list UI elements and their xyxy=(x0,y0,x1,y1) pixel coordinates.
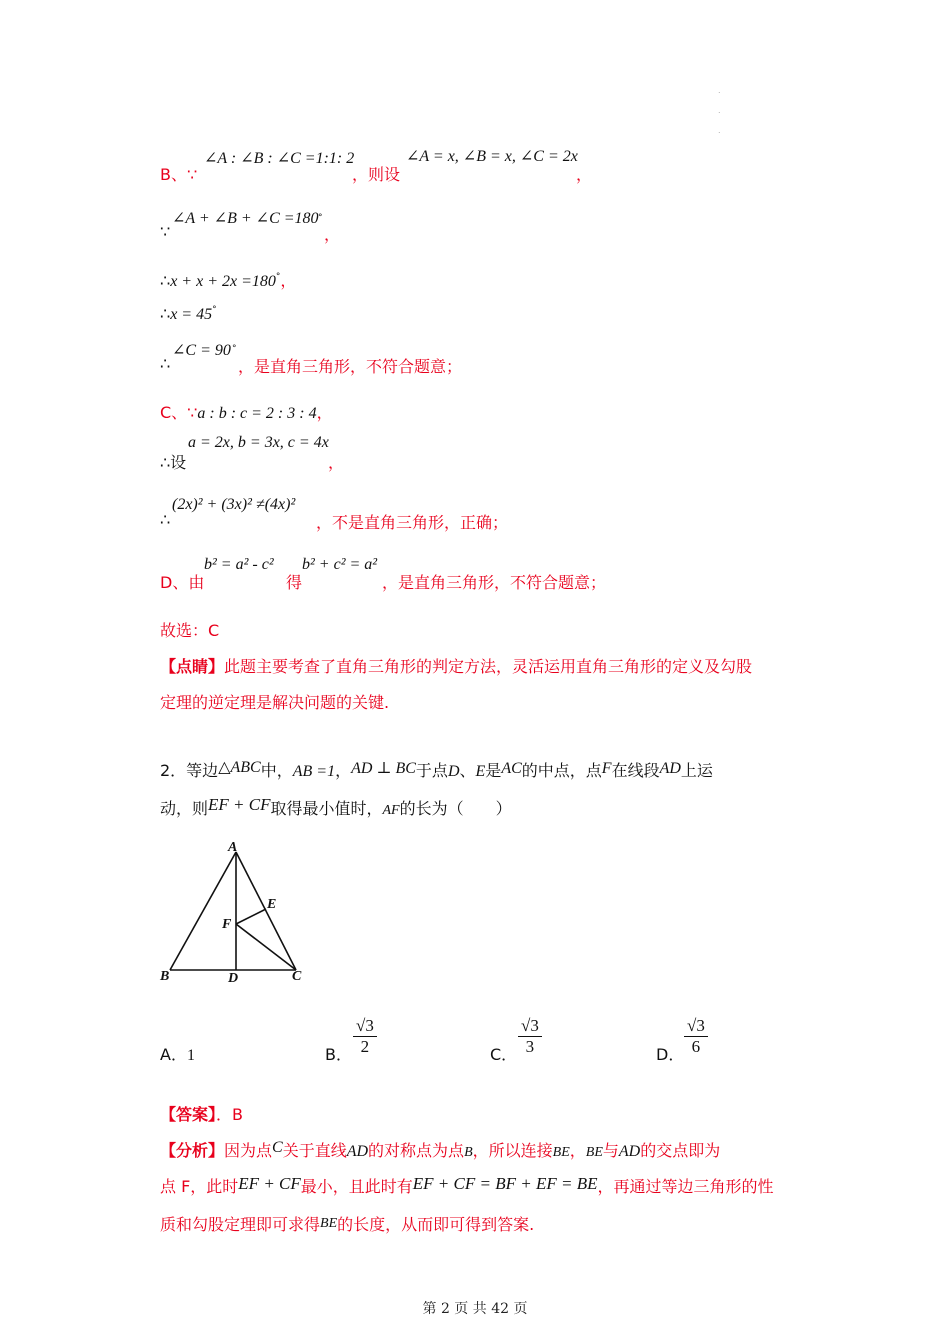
d-equation-1: b² = a² - c² xyxy=(204,556,274,573)
get-text: 得 xyxy=(286,573,303,592)
side-ab xyxy=(170,852,236,970)
fraction-numerator: √3 xyxy=(684,1016,708,1037)
comment-line-2: 定理的逆定理是解决问题的关键. xyxy=(160,693,390,712)
q-text: 的长为（ ） xyxy=(399,799,512,818)
degree-mark: ° xyxy=(318,213,323,223)
option-fraction xyxy=(684,1016,708,1057)
comma: ， xyxy=(328,453,345,472)
analysis-text: 与 xyxy=(602,1141,619,1160)
pythagorean-inequality: (2x)² + (3x)² ≠(4x)² xyxy=(172,496,296,513)
option-fraction xyxy=(518,1016,542,1057)
label-b: B xyxy=(160,969,170,984)
segment-be: BE xyxy=(320,1216,338,1231)
analysis-text: ，所以连接 xyxy=(472,1141,553,1160)
fraction-denominator: 3 xyxy=(525,1037,535,1056)
analysis-line-1 xyxy=(160,1138,720,1161)
question-number: 2．等边 xyxy=(160,761,219,780)
analysis-text: 因为点 xyxy=(224,1141,273,1160)
analysis-text: 质和勾股定理即可求得 xyxy=(160,1215,321,1234)
ad-perp-bc: AD ⊥ BC xyxy=(351,760,416,777)
fraction-denominator: 2 xyxy=(360,1037,370,1056)
degree-mark: ° xyxy=(275,272,281,282)
label-e: E xyxy=(267,897,277,912)
option-a[interactable] xyxy=(160,1042,195,1065)
segment-ad: AD xyxy=(346,1143,369,1160)
point-e: E xyxy=(475,763,486,780)
comma: ， xyxy=(576,165,593,184)
q-text: 在线段 xyxy=(611,761,660,780)
label-c: C xyxy=(292,969,302,984)
fraction-numerator: √3 xyxy=(353,1016,377,1037)
correct-note: ，不是直角三角形，正确； xyxy=(316,513,509,532)
q-text: 中， xyxy=(260,761,293,780)
q-text: 的中点，点 xyxy=(521,761,602,780)
comma: ， xyxy=(324,225,341,244)
solution-line-eq1 xyxy=(160,268,296,291)
segment-ad: AD xyxy=(659,760,681,777)
point-c: C xyxy=(272,1139,283,1156)
corner-mark: . xyxy=(718,106,721,115)
therefore-symbol: ∴ xyxy=(160,354,171,373)
side-assignment: a = 2x, b = 3x, c = 4x xyxy=(188,434,329,451)
ef-plus-cf: EF + CF xyxy=(238,1174,301,1193)
therefore-let: ∴设 xyxy=(160,453,187,472)
analysis-text: ， xyxy=(569,1141,586,1160)
analysis-tag: 【分析】 xyxy=(160,1141,225,1160)
analysis-text: ，再通过等边三角形的性 xyxy=(597,1177,774,1196)
segment-be: BE xyxy=(552,1145,570,1160)
label-f: F xyxy=(222,917,232,932)
q-text: 上运 xyxy=(680,761,713,780)
angle-sum-equation: ∠A + ∠B + ∠C =180 xyxy=(172,210,319,227)
option-letter: D． xyxy=(656,1045,685,1064)
q-text: ， xyxy=(335,761,352,780)
because-symbol: ∵ xyxy=(160,222,171,241)
q-text: 是 xyxy=(485,761,502,780)
solution-line-eq3 xyxy=(160,338,463,376)
option-fraction xyxy=(353,1016,377,1057)
solution-line-eq2 xyxy=(160,304,217,324)
comment-tag: 【点睛】 xyxy=(160,657,225,676)
equation-x-value: x = 45 xyxy=(170,306,213,323)
analysis-line-3 xyxy=(160,1212,534,1235)
analysis-text: 的长度，从而即可得到答案. xyxy=(337,1215,535,1234)
degree-mark: ° xyxy=(232,344,237,354)
segment-ad: AD xyxy=(618,1143,641,1160)
comment-line-1 xyxy=(160,654,752,677)
d-equation-2: b² + c² = a² xyxy=(302,556,378,573)
corner-mark: . xyxy=(718,126,721,135)
comma: ， xyxy=(280,271,297,290)
option-letter: A． xyxy=(160,1045,187,1064)
final-choice: 故选：C xyxy=(160,621,220,640)
answer-text: ．B xyxy=(216,1105,243,1124)
point-f: F xyxy=(601,760,612,777)
answer-line xyxy=(160,1102,243,1125)
label-d: D xyxy=(228,971,239,986)
solution-line-angle-sum xyxy=(160,208,341,244)
side-ac xyxy=(236,852,296,970)
analysis-line-2 xyxy=(160,1174,773,1197)
segment-fc-line xyxy=(236,924,296,970)
option-value: 1 xyxy=(186,1047,195,1064)
right-triangle-note: ，是直角三角形，不符合题意； xyxy=(382,573,607,592)
therefore-symbol: ∴ xyxy=(160,304,171,323)
analysis-text: 的对称点为点 xyxy=(368,1141,465,1160)
point-d: D xyxy=(447,763,460,780)
point-b: B xyxy=(464,1145,473,1160)
q-text: 动，则 xyxy=(160,799,209,818)
segment-ac: AC xyxy=(501,760,522,777)
equation-x-sum: x + x + 2x =180 xyxy=(170,273,276,290)
analysis-text: 的交点即为 xyxy=(640,1141,721,1160)
angle-assignment: ∠A = x, ∠B = x, ∠C = 2x xyxy=(406,148,578,165)
segment-af: AF xyxy=(382,803,400,818)
label-a: A xyxy=(228,840,238,855)
right-triangle-note: ，是直角三角形，不符合题意； xyxy=(238,357,463,376)
degree-mark: ° xyxy=(212,305,217,315)
comment-text-1: 此题主要考查了直角三角形的判定方法，灵活运用直角三角形的定义及勾股 xyxy=(224,657,753,676)
fraction-denominator: 6 xyxy=(691,1037,701,1056)
question-line-2 xyxy=(160,796,512,819)
fraction-numerator: √3 xyxy=(518,1016,542,1037)
answer-tag: 【答案】 xyxy=(160,1105,217,1124)
triangle-figure xyxy=(150,836,320,986)
therefore-symbol: ∴ xyxy=(160,510,171,529)
option-b-prefix: B、∵ xyxy=(160,165,198,184)
ef-plus-cf: EF + CF xyxy=(208,795,271,814)
solution-line-c xyxy=(160,400,333,423)
q-text: 取得最小值时， xyxy=(270,799,383,818)
side-ratio: a : b : c = 2 : 3 : 4 xyxy=(197,405,317,422)
question-line-1 xyxy=(160,758,713,781)
option-letter: C． xyxy=(490,1045,518,1064)
comma: ， xyxy=(316,403,333,422)
triangle-abc: △ABC xyxy=(218,759,261,776)
q-text: 于点 xyxy=(415,761,448,780)
ratio-expression: ∠A : ∠B : ∠C =1:1: 2 xyxy=(204,150,355,167)
option-d-prefix: D、由 xyxy=(160,573,205,592)
page-footer: 第 2 页 共 42 页 xyxy=(422,1301,528,1317)
then-let-text: ，则设 xyxy=(352,165,401,184)
analysis-text: 关于直线 xyxy=(282,1141,347,1160)
segment-fe-line xyxy=(236,909,266,924)
segment-be: BE xyxy=(585,1145,603,1160)
option-letter: B． xyxy=(325,1045,352,1064)
option-c-prefix: C、∵ xyxy=(160,403,198,422)
angle-c-equation: ∠C = 90 xyxy=(172,342,231,359)
therefore-symbol: ∴ xyxy=(160,271,171,290)
analysis-text: 最小，且此时有 xyxy=(300,1177,413,1196)
ab-equation: AB =1 xyxy=(292,763,336,780)
equation-chain: EF + CF = BF + EF = BE xyxy=(412,1174,598,1193)
q-text: 、 xyxy=(459,761,476,780)
corner-mark: . xyxy=(718,86,721,95)
analysis-text: 点 F，此时 xyxy=(160,1177,239,1196)
